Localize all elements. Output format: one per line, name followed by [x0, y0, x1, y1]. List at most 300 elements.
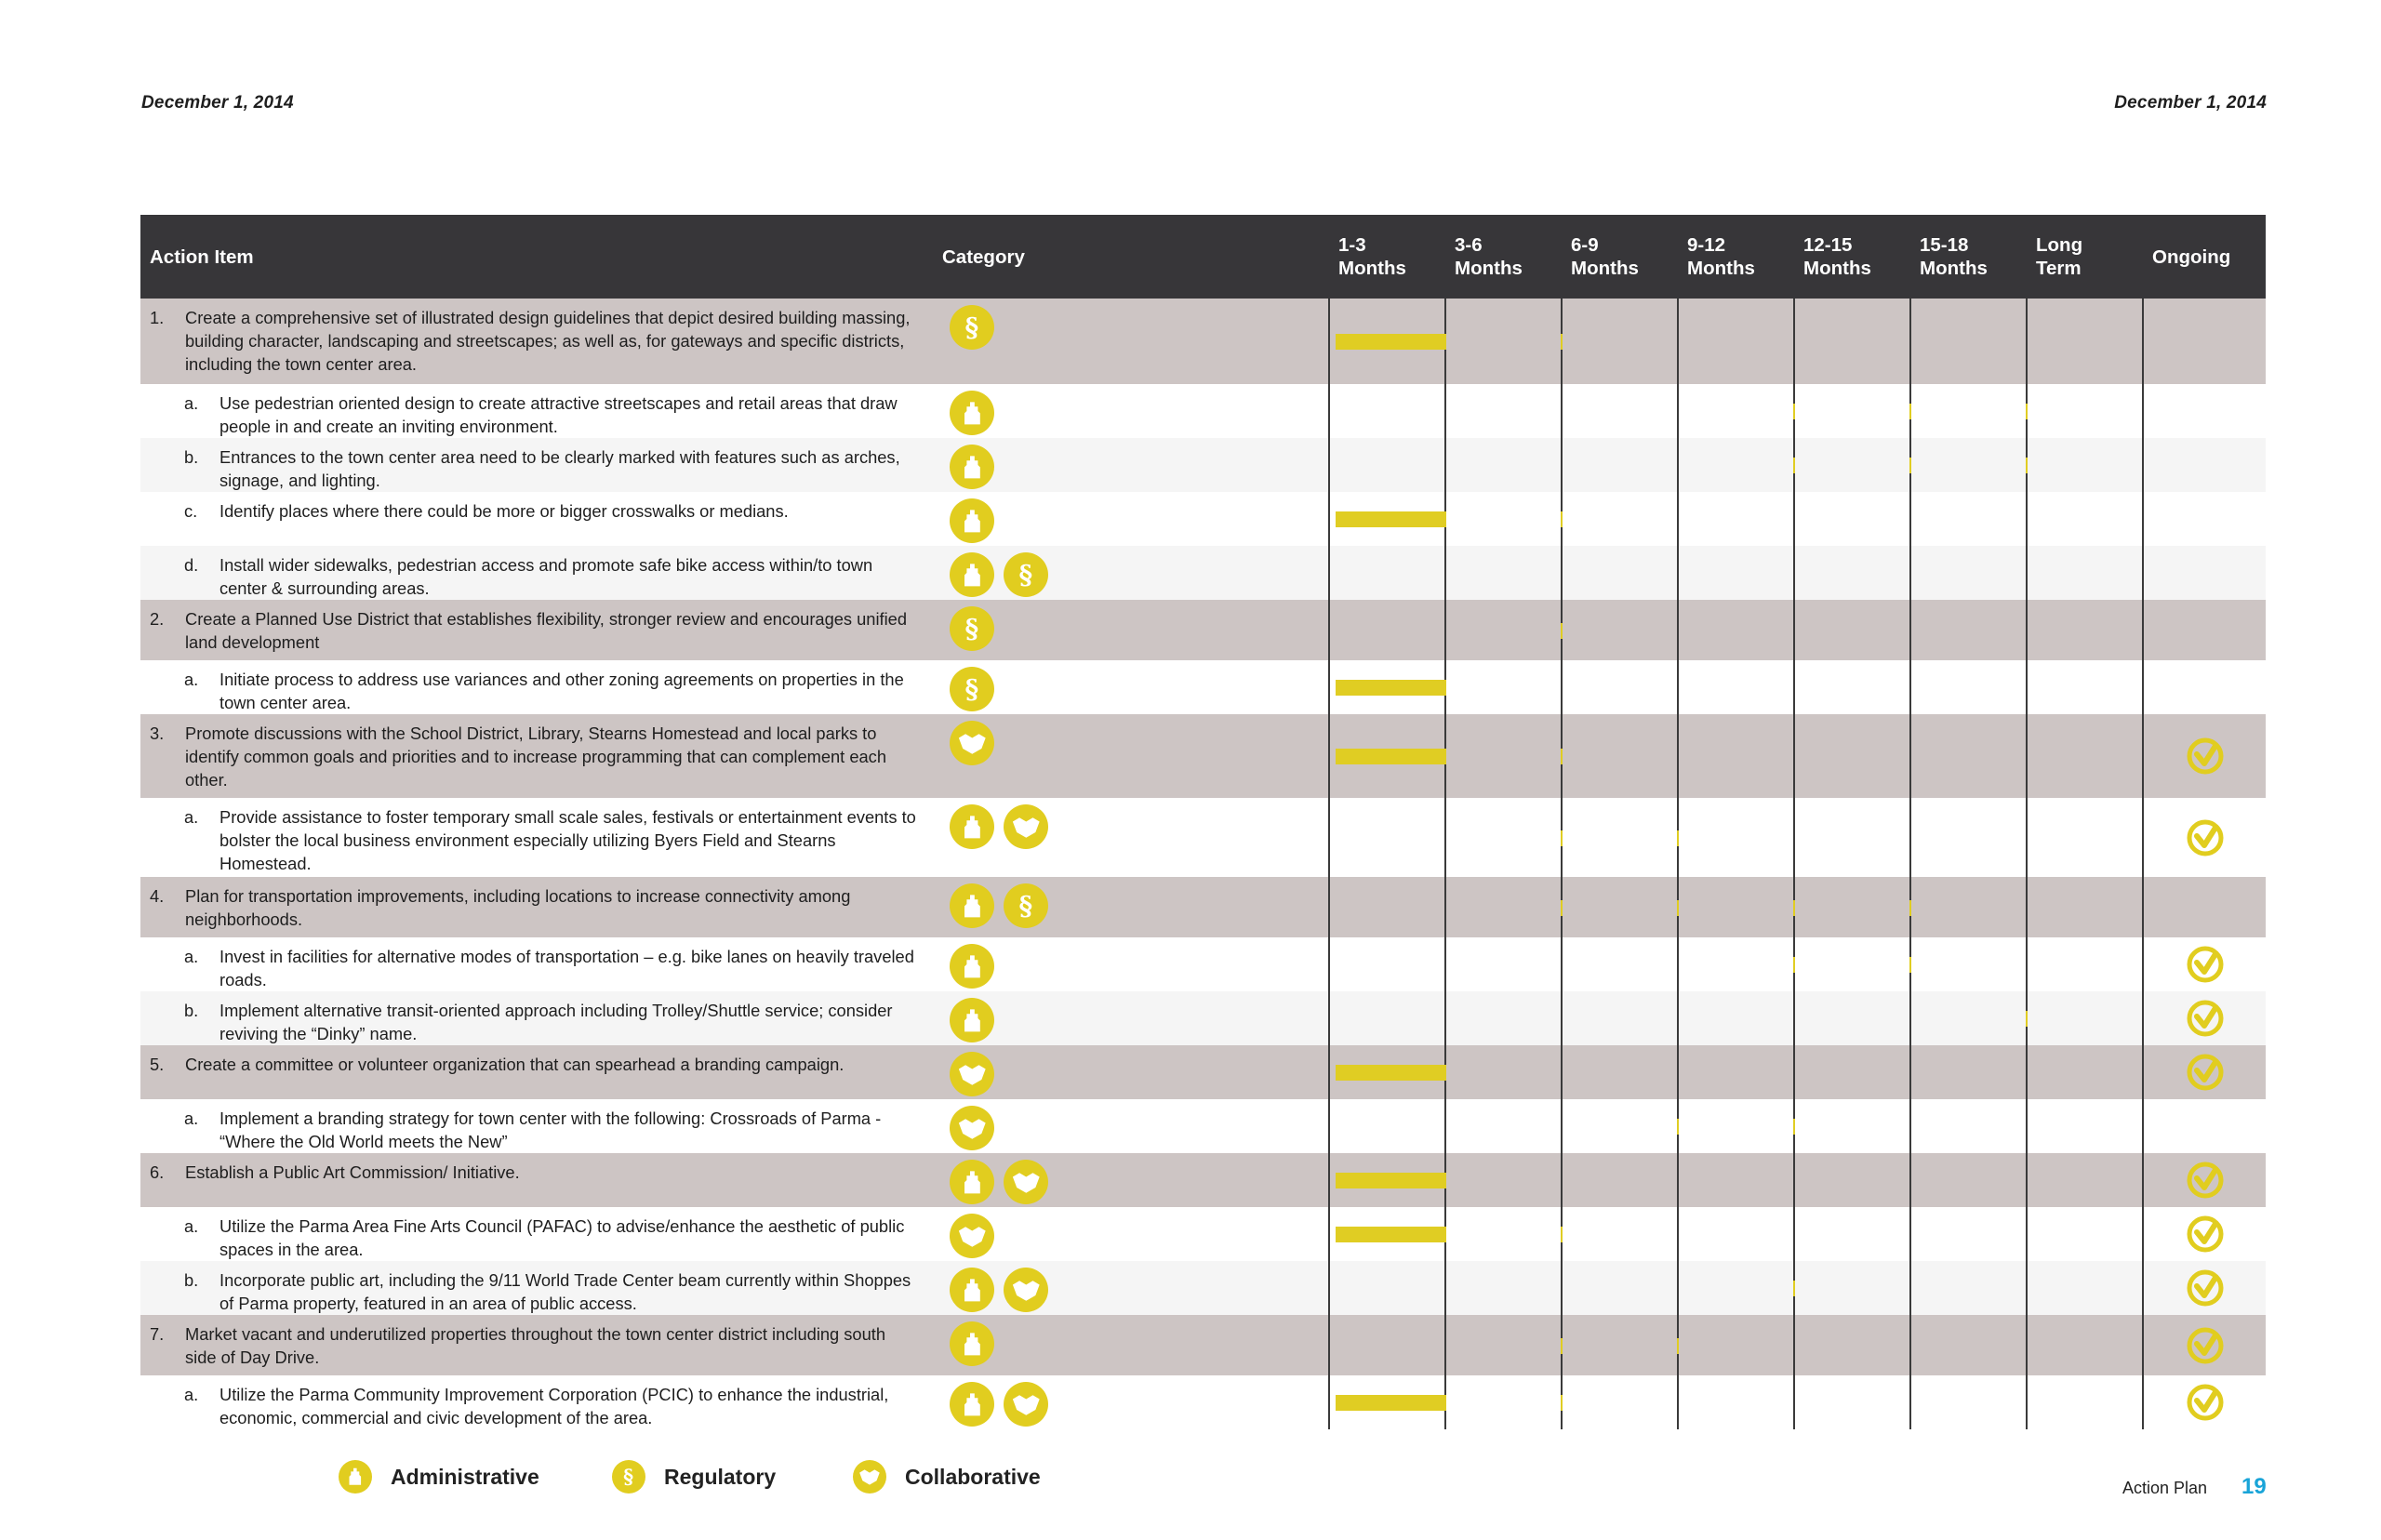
timeline-cell-9-12: [1678, 714, 1794, 798]
timeline-cell-ongoing: [2143, 1045, 2266, 1099]
item-number: a.: [184, 393, 199, 413]
item-text: Initiate process to address use variances and other zoning agreements on properties in the town center area.: [219, 670, 904, 712]
timeline-cell-15-18: [1910, 798, 2027, 877]
timeline-cell-1-3: [1329, 492, 1445, 546]
administrative-icon: [950, 498, 994, 543]
timeline-cell-6-9: [1562, 299, 1678, 384]
timeline-cell-ongoing: [2143, 1099, 2266, 1153]
collaborative-icon: [950, 1106, 994, 1150]
timeline-cell-15-18: [1910, 384, 2027, 438]
item-text: Install wider sidewalks, pedestrian access and promote safe bike access within/to town center & surrounding areas.: [219, 555, 873, 598]
regulatory-icon: [612, 1460, 645, 1494]
item-number: 2.: [150, 609, 165, 629]
item-text: Plan for transportation improvements, including locations to increase connectivity among neighborhoods.: [185, 886, 851, 929]
table-row: [140, 384, 2266, 438]
table-row: [140, 1099, 2266, 1153]
category-cell: [933, 1315, 1329, 1375]
administrative-icon: [339, 1460, 372, 1494]
collaborative-icon: [853, 1460, 886, 1494]
table-row: [140, 660, 2266, 714]
timeline-cell-long-term: [2027, 660, 2143, 714]
item-number: a.: [184, 1385, 199, 1404]
timeline-cell-6-9: [1562, 492, 1678, 546]
timeline-cell-6-9: [1562, 714, 1678, 798]
timeline-cell-long-term: [2027, 600, 2143, 660]
timeline-cell-1-3: [1329, 1315, 1445, 1375]
timeline-cell-3-6: [1445, 600, 1562, 660]
timeline-cell-1-3: [1329, 1099, 1445, 1153]
timeline-cell-15-18: [1910, 991, 2027, 1045]
timeline-cell-1-3: [1329, 299, 1445, 384]
timeline-cell-9-12: [1678, 937, 1794, 991]
timeline-cell-15-18: [1910, 1207, 2027, 1261]
timeline-cell-6-9: [1562, 600, 1678, 660]
item-number: a.: [184, 670, 199, 689]
timeline-cell-1-3: [1329, 600, 1445, 660]
timeline-cell-15-18: [1910, 1261, 2027, 1315]
timeline-cell-9-12: [1678, 299, 1794, 384]
timeline-cell-3-6: [1445, 384, 1562, 438]
category-cell: [933, 600, 1329, 660]
timeline-cell-ongoing: [2143, 299, 2266, 384]
timeline-cell-12-15: [1794, 438, 1910, 492]
item-text: Incorporate public art, including the 9/11 World Trade Center beam currently within Shoppes of Parma property, featured in an area of public access.: [219, 1270, 911, 1313]
column-header-long-term: Long Term: [2027, 215, 2143, 299]
timeline-cell-6-9: [1562, 1261, 1678, 1315]
timeline-cell-ongoing: [2143, 1153, 2266, 1207]
svg-text:§: §: [964, 613, 979, 644]
item-number: a.: [184, 807, 199, 827]
timeline-cell-long-term: [2027, 991, 2143, 1045]
timeline-cell-15-18: [1910, 438, 2027, 492]
item-number: 5.: [150, 1055, 165, 1074]
timeline-cell-3-6: [1445, 1261, 1562, 1315]
timeline-cell-15-18: [1910, 1153, 2027, 1207]
item-number: c.: [184, 501, 198, 521]
timeline-cell-3-6: [1445, 1315, 1562, 1375]
timeline-cell-ongoing: [2143, 1261, 2266, 1315]
administrative-icon: [950, 445, 994, 489]
column-header-12-15-months: 12-15 Months: [1794, 215, 1910, 299]
timeline-cell-9-12: [1678, 546, 1794, 600]
item-text: Create a comprehensive set of illustrated design guidelines that depict desired building massing, building character, landscaping and streetscapes; as well as, for gateways and specific districts, including the town center area.: [185, 308, 911, 374]
item-number: b.: [184, 1001, 199, 1020]
administrative-icon: [950, 883, 994, 928]
table-row: [140, 1261, 2266, 1315]
timeline-cell-long-term: [2027, 1045, 2143, 1099]
timeline-cell-3-6: [1445, 546, 1562, 600]
item-text: Market vacant and underutilized properties throughout the town center district including south side of Day Drive.: [185, 1324, 886, 1367]
timeline-cell-12-15: [1794, 492, 1910, 546]
timeline-cell-ongoing: [2143, 384, 2266, 438]
timeline-cell-12-15: [1794, 299, 1910, 384]
timeline-cell-12-15: [1794, 1315, 1910, 1375]
table-row: [140, 1045, 2266, 1099]
timeline-cell-3-6: [1445, 660, 1562, 714]
timeline-cell-12-15: [1794, 798, 1910, 877]
timeline-cell-ongoing: [2143, 798, 2266, 877]
table-row: [140, 546, 2266, 600]
column-header-action: Action Item: [140, 215, 933, 299]
svg-text:§: §: [964, 312, 979, 343]
ongoing-check-icon: [2186, 818, 2225, 862]
item-text: Utilize the Parma Community Improvement Corporation (PCIC) to enhance the industrial, economic, commercial and civic development of the area.: [219, 1385, 889, 1427]
timeline-cell-ongoing: [2143, 600, 2266, 660]
ongoing-check-icon: [2186, 945, 2225, 989]
category-cell: [933, 1207, 1329, 1261]
item-number: 3.: [150, 724, 165, 743]
action-item-cell: [140, 546, 933, 600]
ongoing-check-icon: [2186, 1268, 2225, 1312]
table-row: [140, 714, 2266, 798]
ongoing-check-icon: [2186, 1383, 2225, 1427]
legend-regulatory: [612, 1460, 776, 1494]
regulatory-icon: [950, 606, 994, 651]
timeline-cell-1-3: [1329, 877, 1445, 937]
timeline-cell-6-9: [1562, 798, 1678, 877]
action-item-cell: [140, 798, 933, 877]
administrative-icon: [950, 804, 994, 849]
timeline-cell-3-6: [1445, 1099, 1562, 1153]
timeline-cell-12-15: [1794, 1261, 1910, 1315]
category-cell: [933, 1153, 1329, 1207]
category-cell: [933, 1045, 1329, 1099]
timeline-cell-1-3: [1329, 1261, 1445, 1315]
timeline-cell-1-3: [1329, 438, 1445, 492]
timeline-cell-ongoing: [2143, 714, 2266, 798]
administrative-icon: [950, 998, 994, 1042]
table-row: [140, 299, 2266, 384]
item-text: Promote discussions with the School District, Library, Stearns Homestead and local parks to identify common goals and priorities and to increase programming that can complement each other.: [185, 724, 886, 790]
timeline-cell-long-term: [2027, 1153, 2143, 1207]
action-item-cell: [140, 1153, 933, 1207]
timeline-cell-6-9: [1562, 877, 1678, 937]
category-cell: [933, 714, 1329, 798]
timeline-cell-9-12: [1678, 1315, 1794, 1375]
timeline-cell-12-15: [1794, 937, 1910, 991]
timeline-cell-9-12: [1678, 384, 1794, 438]
timeline-cell-ongoing: [2143, 937, 2266, 991]
legend-collaborative: [853, 1460, 1041, 1494]
timeline-cell-1-3: [1329, 1153, 1445, 1207]
timeline-cell-3-6: [1445, 492, 1562, 546]
item-text: Implement a branding strategy for town center with the following: Crossroads of Parma - “Where the Old World meets the New”: [219, 1109, 882, 1151]
timeline-cell-15-18: [1910, 492, 2027, 546]
action-item-cell: [140, 991, 933, 1045]
action-item-cell: [140, 1207, 933, 1261]
timeline-cell-9-12: [1678, 1261, 1794, 1315]
timeline-cell-12-15: [1794, 600, 1910, 660]
page-number: 19: [2241, 1474, 2267, 1499]
action-item-cell: [140, 1375, 933, 1429]
timeline-cell-ongoing: [2143, 546, 2266, 600]
timeline-cell-12-15: [1794, 1153, 1910, 1207]
timeline-cell-9-12: [1678, 660, 1794, 714]
table-row: [140, 1315, 2266, 1375]
timeline-cell-6-9: [1562, 1045, 1678, 1099]
item-text: Create a Planned Use District that establishes flexibility, stronger review and encourages unified land development: [185, 609, 907, 652]
timeline-cell-long-term: [2027, 877, 2143, 937]
timeline-cell-12-15: [1794, 660, 1910, 714]
column-header-3-6-months: 3-6 Months: [1445, 215, 1562, 299]
regulatory-icon: [950, 305, 994, 350]
action-item-cell: [140, 600, 933, 660]
timeline-cell-3-6: [1445, 798, 1562, 877]
timeline-cell-1-3: [1329, 714, 1445, 798]
timeline-cell-12-15: [1794, 877, 1910, 937]
timeline-cell-15-18: [1910, 1099, 2027, 1153]
category-cell: [933, 1375, 1329, 1429]
column-header-15-18-months: 15-18 Months: [1910, 215, 2027, 299]
item-number: a.: [184, 947, 199, 966]
timeline-cell-long-term: [2027, 299, 2143, 384]
collaborative-icon: [1004, 804, 1048, 849]
table-row: [140, 1153, 2266, 1207]
administrative-icon: [950, 944, 994, 989]
item-text: Use pedestrian oriented design to create attractive streetscapes and retail areas that draw people in and create an inviting environment.: [219, 393, 898, 436]
action-item-cell: [140, 299, 933, 384]
timeline-cell-1-3: [1329, 546, 1445, 600]
action-item-cell: [140, 1261, 933, 1315]
item-number: 4.: [150, 886, 165, 906]
timeline-cell-15-18: [1910, 1375, 2027, 1429]
category-cell: [933, 384, 1329, 438]
timeline-cell-12-15: [1794, 1045, 1910, 1099]
timeline-cell-6-9: [1562, 1375, 1678, 1429]
timeline-cell-long-term: [2027, 1207, 2143, 1261]
ongoing-check-icon: [2186, 1326, 2225, 1370]
column-header-ongoing: Ongoing: [2143, 215, 2266, 299]
svg-text:§: §: [964, 673, 979, 705]
category-cell: [933, 438, 1329, 492]
item-number: b.: [184, 447, 199, 467]
column-header-6-9-months: 6-9 Months: [1562, 215, 1678, 299]
regulatory-icon: [950, 667, 994, 711]
table-row: [140, 600, 2266, 660]
category-cell: [933, 492, 1329, 546]
timeline-cell-ongoing: [2143, 1375, 2266, 1429]
timeline-cell-3-6: [1445, 1375, 1562, 1429]
action-item-cell: [140, 384, 933, 438]
timeline-cell-3-6: [1445, 937, 1562, 991]
collaborative-icon: [1004, 1268, 1048, 1312]
category-cell: [933, 937, 1329, 991]
collaborative-icon: [1004, 1160, 1048, 1204]
timeline-cell-ongoing: [2143, 660, 2266, 714]
timeline-cell-6-9: [1562, 1315, 1678, 1375]
timeline-cell-15-18: [1910, 1315, 2027, 1375]
action-item-cell: [140, 937, 933, 991]
action-plan-rows: [140, 299, 2266, 1429]
item-number: d.: [184, 555, 199, 575]
action-plan-table: [140, 215, 2266, 1429]
administrative-icon: [950, 1382, 994, 1427]
table-row: [140, 798, 2266, 877]
action-item-cell: [140, 660, 933, 714]
table-row: [140, 991, 2266, 1045]
category-cell: [933, 798, 1329, 877]
timeline-cell-3-6: [1445, 1045, 1562, 1099]
item-text: Implement alternative transit-oriented approach including Trolley/Shuttle service; consider reviving the “Dinky” name.: [219, 1001, 893, 1043]
category-cell: [933, 660, 1329, 714]
footer-section-label: Action Plan: [2122, 1479, 2208, 1497]
administrative-icon: [950, 552, 994, 597]
collaborative-icon: [1004, 1382, 1048, 1427]
timeline-cell-15-18: [1910, 600, 2027, 660]
collaborative-icon: [950, 1214, 994, 1258]
timeline-cell-12-15: [1794, 546, 1910, 600]
item-number: 7.: [150, 1324, 165, 1344]
timeline-cell-3-6: [1445, 1207, 1562, 1261]
category-cell: [933, 1099, 1329, 1153]
timeline-cell-long-term: [2027, 937, 2143, 991]
administrative-icon: [950, 391, 994, 435]
category-cell: [933, 546, 1329, 600]
timeline-cell-6-9: [1562, 384, 1678, 438]
timeline-cell-long-term: [2027, 1315, 2143, 1375]
administrative-icon: [950, 1160, 994, 1204]
timeline-cell-9-12: [1678, 1099, 1794, 1153]
table-row: [140, 492, 2266, 546]
timeline-cell-12-15: [1794, 384, 1910, 438]
timeline-cell-long-term: [2027, 384, 2143, 438]
action-item-cell: [140, 714, 933, 798]
timeline-cell-long-term: [2027, 798, 2143, 877]
administrative-icon: [950, 1268, 994, 1312]
table-row: [140, 937, 2266, 991]
ongoing-check-icon: [2186, 1161, 2225, 1204]
timeline-cell-6-9: [1562, 1099, 1678, 1153]
regulatory-icon: [1004, 552, 1048, 597]
timeline-cell-12-15: [1794, 1207, 1910, 1261]
svg-text:§: §: [623, 1465, 634, 1489]
timeline-cell-9-12: [1678, 798, 1794, 877]
action-item-cell: [140, 492, 933, 546]
collaborative-icon: [950, 721, 994, 765]
column-header-category: Category: [933, 215, 1329, 299]
timeline-cell-9-12: [1678, 1375, 1794, 1429]
item-text: Establish a Public Art Commission/ Initiative.: [185, 1162, 520, 1182]
timeline-cell-ongoing: [2143, 1207, 2266, 1261]
timeline-cell-long-term: [2027, 1375, 2143, 1429]
timeline-cell-15-18: [1910, 714, 2027, 798]
ongoing-check-icon: [2186, 737, 2225, 780]
date-left: December 1, 2014: [141, 93, 294, 113]
timeline-cell-9-12: [1678, 438, 1794, 492]
action-item-cell: [140, 1045, 933, 1099]
category-cell: [933, 877, 1329, 937]
svg-text:§: §: [1018, 559, 1033, 591]
legend-collaborative-label: Collaborative: [905, 1464, 1041, 1489]
timeline-cell-1-3: [1329, 1045, 1445, 1099]
timeline-cell-3-6: [1445, 1153, 1562, 1207]
timeline-cell-12-15: [1794, 1375, 1910, 1429]
timeline-cell-6-9: [1562, 660, 1678, 714]
timeline-cell-6-9: [1562, 1153, 1678, 1207]
timeline-cell-9-12: [1678, 492, 1794, 546]
timeline-cell-12-15: [1794, 991, 1910, 1045]
item-text: Identify places where there could be more or bigger crosswalks or medians.: [219, 501, 789, 521]
timeline-cell-3-6: [1445, 714, 1562, 798]
timeline-cell-9-12: [1678, 600, 1794, 660]
timeline-cell-ongoing: [2143, 492, 2266, 546]
administrative-icon: [950, 1321, 994, 1366]
timeline-cell-long-term: [2027, 492, 2143, 546]
table-row: [140, 1375, 2266, 1429]
svg-text:§: §: [1018, 890, 1033, 922]
timeline-cell-3-6: [1445, 877, 1562, 937]
item-text: Utilize the Parma Area Fine Arts Council (PAFAC) to advise/enhance the aesthetic of public spaces in the area.: [219, 1216, 905, 1259]
item-text: Create a committee or volunteer organization that can spearhead a branding campaign.: [185, 1055, 845, 1074]
timeline-cell-9-12: [1678, 1207, 1794, 1261]
table-header: [140, 215, 2266, 299]
timeline-cell-long-term: [2027, 714, 2143, 798]
ongoing-check-icon: [2186, 1215, 2225, 1258]
timeline-cell-1-3: [1329, 798, 1445, 877]
action-item-cell: [140, 1315, 933, 1375]
timeline-cell-15-18: [1910, 1045, 2027, 1099]
timeline-cell-15-18: [1910, 660, 2027, 714]
timeline-cell-long-term: [2027, 1261, 2143, 1315]
timeline-cell-1-3: [1329, 1207, 1445, 1261]
item-text: Entrances to the town center area need to be clearly marked with features such as arches, signage, and lighting.: [219, 447, 900, 490]
timeline-cell-6-9: [1562, 1207, 1678, 1261]
item-text: Invest in facilities for alternative modes of transportation – e.g. bike lanes on heavily traveled roads.: [219, 947, 914, 989]
timeline-cell-12-15: [1794, 1099, 1910, 1153]
timeline-cell-1-3: [1329, 937, 1445, 991]
timeline-cell-6-9: [1562, 937, 1678, 991]
timeline-cell-ongoing: [2143, 438, 2266, 492]
timeline-cell-15-18: [1910, 937, 2027, 991]
column-header-1-3-months: 1-3 Months: [1329, 215, 1445, 299]
timeline-cell-long-term: [2027, 546, 2143, 600]
timeline-cell-ongoing: [2143, 877, 2266, 937]
category-cell: [933, 991, 1329, 1045]
timeline-cell-ongoing: [2143, 991, 2266, 1045]
timeline-cell-6-9: [1562, 438, 1678, 492]
regulatory-icon: [1004, 883, 1048, 928]
legend-regulatory-label: Regulatory: [664, 1464, 777, 1489]
action-item-cell: [140, 1099, 933, 1153]
timeline-cell-9-12: [1678, 877, 1794, 937]
timeline-cell-6-9: [1562, 991, 1678, 1045]
item-number: b.: [184, 1270, 199, 1290]
legend-administrative-label: Administrative: [391, 1464, 539, 1489]
legend-administrative: [339, 1460, 539, 1494]
timeline-cell-9-12: [1678, 1153, 1794, 1207]
ongoing-check-icon: [2186, 999, 2225, 1042]
timeline-cell-3-6: [1445, 438, 1562, 492]
timeline-cell-long-term: [2027, 1099, 2143, 1153]
item-number: a.: [184, 1109, 199, 1128]
timeline-cell-1-3: [1329, 660, 1445, 714]
timeline-cell-9-12: [1678, 991, 1794, 1045]
timeline-cell-ongoing: [2143, 1315, 2266, 1375]
table-row: [140, 877, 2266, 937]
category-cell: [933, 1261, 1329, 1315]
category-cell: [933, 299, 1329, 384]
timeline-cell-9-12: [1678, 1045, 1794, 1099]
timeline-cell-1-3: [1329, 1375, 1445, 1429]
ongoing-check-icon: [2186, 1053, 2225, 1096]
item-number: 6.: [150, 1162, 165, 1182]
timeline-cell-3-6: [1445, 299, 1562, 384]
timeline-cell-6-9: [1562, 546, 1678, 600]
timeline-cell-12-15: [1794, 714, 1910, 798]
item-text: Provide assistance to foster temporary small scale sales, festivals or entertainment events to bolster the local business environment especially utilizing Byers Field and Stearns Homestead.: [219, 807, 916, 873]
column-header-9-12-months: 9-12 Months: [1678, 215, 1794, 299]
timeline-cell-15-18: [1910, 299, 2027, 384]
